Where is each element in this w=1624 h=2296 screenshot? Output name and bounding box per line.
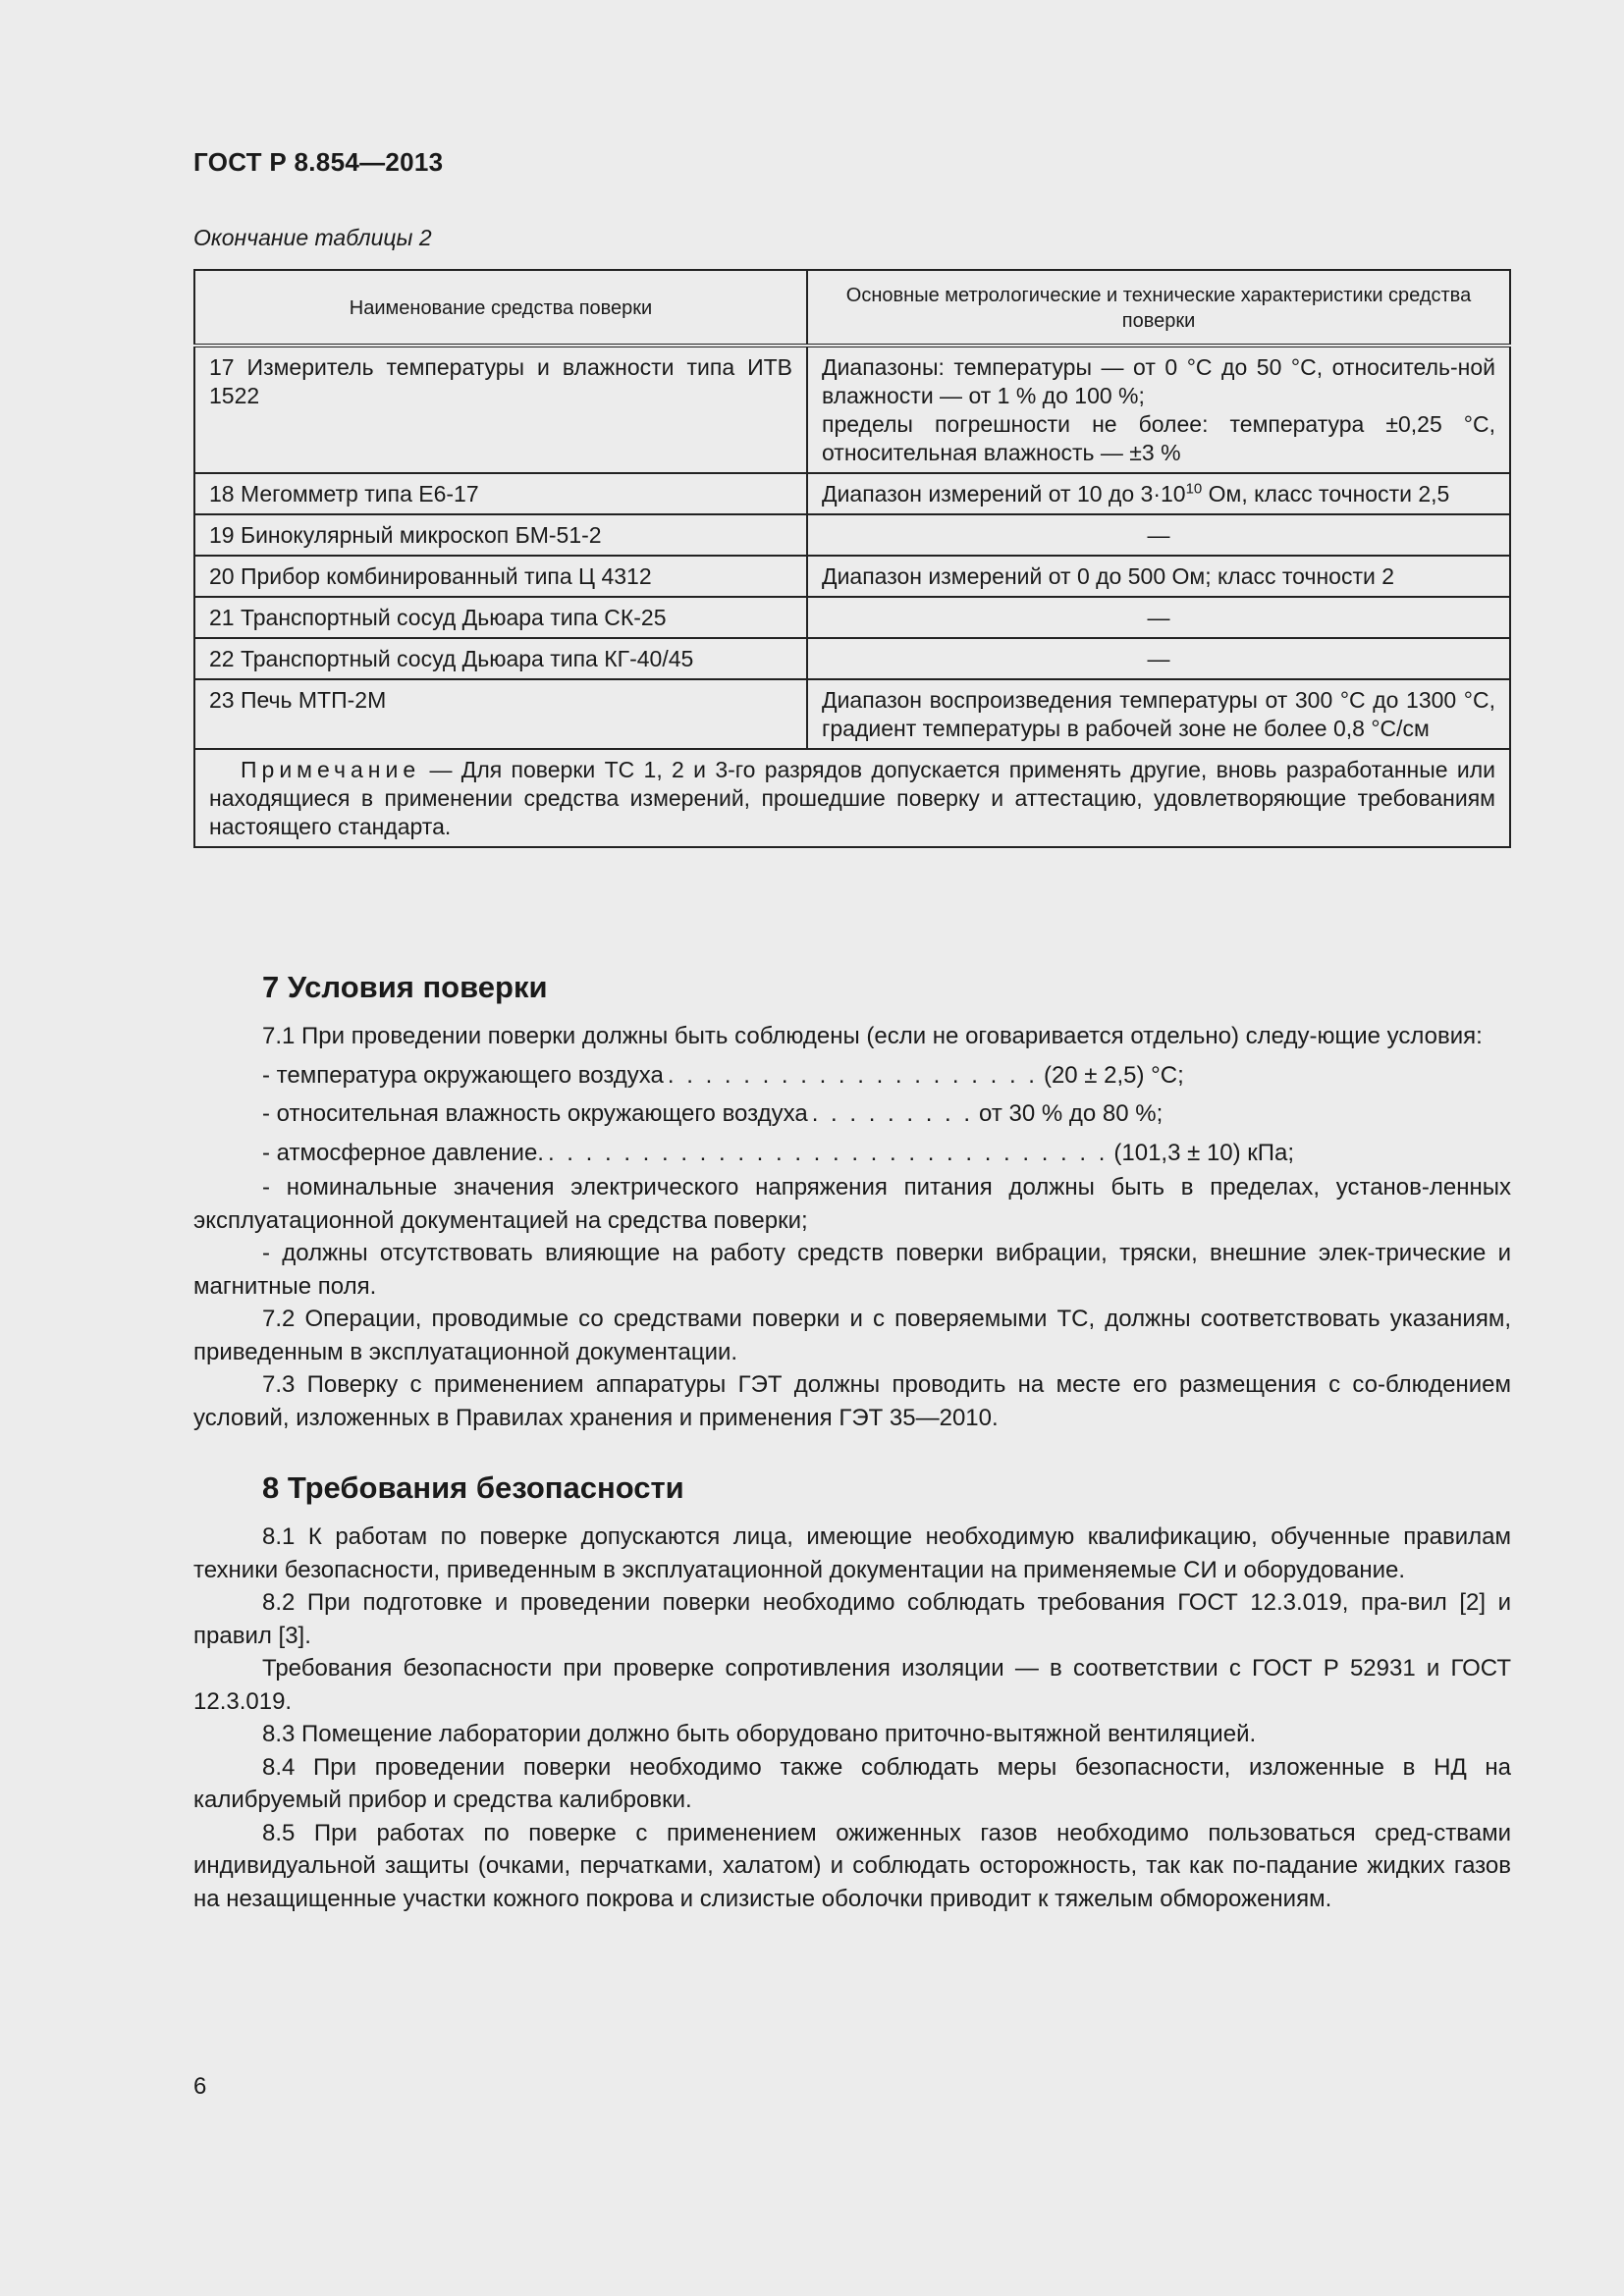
- row-characteristics: —: [807, 514, 1510, 556]
- condition-item: [193, 1097, 1511, 1131]
- row-characteristics: [807, 473, 1510, 514]
- page-number: 6: [193, 2073, 207, 2100]
- row-name: 21 Транспортный сосуд Дьюара типа СК-25: [194, 597, 807, 638]
- table-row: [194, 556, 1510, 597]
- paragraph-8-4: 8.4 При проведении поверки необходимо также соблюдать меры безопасности, изложенные в НД на калибруемый прибор и средства калибровки.: [193, 1753, 1511, 1813]
- header-char-text: Основные метрологические и технические характеристики средства поверки: [845, 285, 1472, 332]
- leader-dots: . . . . . . . . . . . . . . . . . . . . . . . . . . . . . .: [547, 1139, 1109, 1166]
- table-note: [194, 749, 1510, 847]
- condition-value: (20 ± 2,5) °С;: [1043, 1061, 1184, 1089]
- condition-label: - атмосферное давление.: [262, 1139, 544, 1166]
- leader-dots: . . . . . . . . .: [811, 1100, 974, 1127]
- table-row: [194, 473, 1510, 514]
- paragraph-7-bullet: - должны отсутствовать влияющие на работу средств поверки вибрации, тряски, внешние элек-трические и магнитные поля.: [193, 1240, 1511, 1300]
- condition-label: - относительная влажность окружающего воздуха: [262, 1100, 808, 1127]
- paragraph-8-5: 8.5 При работах по поверке с применением ожиженных газов необходимо пользоваться сред-ствами индивидуальной защиты (очками, перчатками, халатом) и соблюдать осторожность, так как по-падание жидких газов на незащищенные участки кожного покрова и слизистые оболочки приводит к тяжелым обморожениям.: [193, 1819, 1511, 1912]
- row-characteristics: Диапазон воспроизведения температуры от 300 °С до 1300 °С, градиент температуры в рабочей зоне не более 0,8 °С/см: [807, 679, 1510, 749]
- paragraph-7-2: 7.2 Операции, проводимые со средствами поверки и с поверяемыми ТС, должны соответствовать указаниям, приведенным в эксплуатационной документации.: [193, 1306, 1511, 1365]
- table-row: [194, 679, 1510, 749]
- table-header-row: [194, 270, 1510, 346]
- row-name: 19 Бинокулярный микроскоп БМ-51-2: [194, 514, 807, 556]
- char-pre: Диапазон измерений от 10 до 3·10: [822, 481, 1186, 507]
- row-characteristics: Диапазон измерений от 0 до 500 Ом; класс точности 2: [807, 556, 1510, 597]
- header-name-text: Наименование средства поверки: [349, 297, 653, 319]
- condition-item: [193, 1137, 1511, 1170]
- section-8-title: 8 Требования безопасности: [262, 1470, 684, 1505]
- paragraph-8-1: 8.1 К работам по поверке допускаются лица, имеющие необходимую квалификацию, обученные правилам техники безопасности, приведенным в эксплуатационной документации на применяемые СИ и оборудование.: [193, 1523, 1511, 1583]
- table-note-row: [194, 749, 1510, 847]
- paragraph-8-2: 8.2 При подготовке и проведении поверки необходимо соблюдать требования ГОСТ 12.3.019, пра-вил [2] и правил [3].: [193, 1589, 1511, 1649]
- table-header-characteristics: [807, 270, 1510, 346]
- table-caption: Окончание таблицы 2: [193, 225, 432, 250]
- leader-dots: . . . . . . . . . . . . . . . . . . . .: [667, 1061, 1038, 1089]
- table-header-name: [194, 270, 807, 346]
- table-row: [194, 514, 1510, 556]
- paragraph-7-bullet: - номинальные значения электрического напряжения питания должны быть в пределах, установ-ленных эксплуатационной документацией на средства поверки;: [193, 1174, 1511, 1234]
- paragraph-7-1: 7.1 При проведении поверки должны быть соблюдены (если не оговаривается отдельно) следу-ющие условия:: [262, 1023, 1483, 1049]
- note-text: — Для поверки ТС 1, 2 и 3-го разрядов допускается применять другие, вновь разработанные или находящиеся в применении средства измерений, прошедшие поверку и аттестацию, удовлетворяющие требованиям настоящего стандарта.: [209, 757, 1495, 839]
- section-7-title: 7 Условия поверки: [262, 970, 548, 1004]
- condition-value: от 30 % до 80 %;: [979, 1100, 1164, 1127]
- row-characteristics: —: [807, 597, 1510, 638]
- table-row: [194, 638, 1510, 679]
- row-characteristics: —: [807, 638, 1510, 679]
- char-line: пределы погрешности не более: температура ±0,25 °С, относительная влажность — ±3 %: [822, 411, 1495, 465]
- paragraph-8-3: 8.3 Помещение лаборатории должно быть оборудовано приточно-вытяжной вентиляцией.: [262, 1721, 1257, 1747]
- row-name: 20 Прибор комбинированный типа Ц 4312: [194, 556, 807, 597]
- row-name: 22 Транспортный сосуд Дьюара типа КГ-40/45: [194, 638, 807, 679]
- row-characteristics: [807, 346, 1510, 473]
- paragraph-8-2b: Требования безопасности при проверке сопротивления изоляции — в соответствии с ГОСТ Р 52931 и ГОСТ 12.3.019.: [193, 1655, 1511, 1715]
- row-name: 17 Измеритель температуры и влажности типа ИТВ 1522: [194, 346, 807, 473]
- paragraph-7-3: 7.3 Поверку с применением аппаратуры ГЭТ должны проводить на месте его размещения с со-блюдением условий, изложенных в Правилах хранения и применения ГЭТ 35—2010.: [193, 1371, 1511, 1431]
- char-post: Ом, класс точности 2,5: [1202, 481, 1450, 507]
- char-exponent: 10: [1185, 480, 1203, 498]
- table-row: [194, 346, 1510, 473]
- document-page: [193, 0, 1511, 2296]
- document-body: [193, 967, 1511, 1915]
- document-header: ГОСТ Р 8.854—2013: [193, 147, 444, 177]
- condition-item: [193, 1059, 1511, 1093]
- condition-value: (101,3 ± 10) кПа;: [1113, 1139, 1295, 1166]
- condition-label: - температура окружающего воздуха: [262, 1061, 664, 1089]
- char-line: Диапазоны: температуры — от 0 °С до 50 °С, относитель-ной влажности — от 1 % до 100 %;: [822, 354, 1495, 408]
- row-name: 18 Мегомметр типа Е6-17: [194, 473, 807, 514]
- table-row: [194, 597, 1510, 638]
- row-name: 23 Печь МТП-2М: [194, 679, 807, 749]
- verification-tools-table: [193, 269, 1511, 848]
- note-label: Примечание: [241, 757, 421, 782]
